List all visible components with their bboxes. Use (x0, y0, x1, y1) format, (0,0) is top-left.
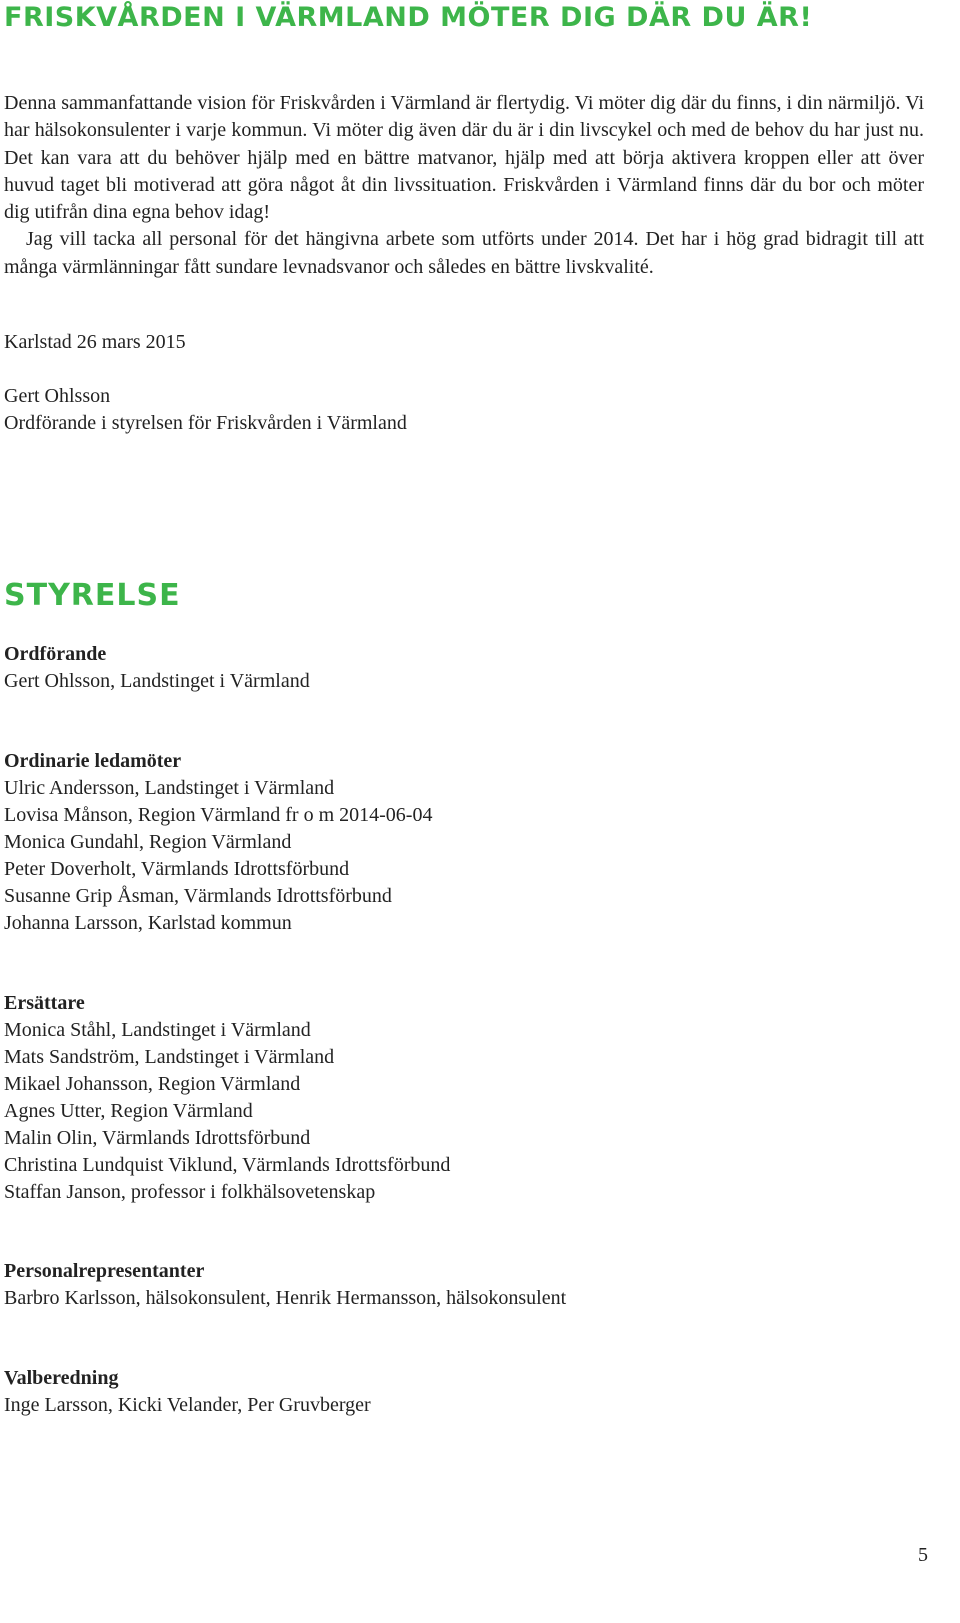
group-title: Valberedning (4, 1367, 119, 1389)
group-title: Ordinarie ledamöter (4, 750, 182, 772)
signature-date (4, 329, 186, 356)
signature-role: Ordförande i styrelsen för Friskvården i Värmland (4, 412, 407, 434)
member: Mikael Johansson, Region Värmland (4, 1073, 301, 1095)
member: Gert Ohlsson, Landstinget i Värmland (4, 670, 310, 692)
intro-paragraph: Jag vill tacka all personal för det hängivna arbete som utförts under 2014. Det har i hög grad bidragit till att många värmlänningar fått sundare levnadsvanor och således en bättre livskvalité. (4, 228, 924, 278)
member: Malin Olin, Värmlands Idrottsförbund (4, 1127, 311, 1149)
member: Monica Ståhl, Landstinget i Värmland (4, 1019, 311, 1041)
board-group-members (4, 748, 432, 937)
group-title: Ersättare (4, 992, 85, 1014)
member: Ulric Andersson, Landstinget i Värmland (4, 777, 335, 799)
member: Barbro Karlsson, hälsokonsulent, Henrik Hermansson, hälsokonsulent (4, 1287, 567, 1309)
member: Susanne Grip Åsman, Värmlands Idrottsförbund (4, 885, 392, 907)
member: Inge Larsson, Kicki Velander, Per Gruvberger (4, 1394, 371, 1416)
board-group-chair (4, 641, 310, 695)
group-title: Personalrepresentanter (4, 1260, 205, 1282)
group-title: Ordförande (4, 643, 107, 665)
member: Monica Gundahl, Region Värmland (4, 831, 292, 853)
board-group-deputies (4, 990, 450, 1206)
member: Lovisa Månson, Region Värmland fr o m 2014-06-04 (4, 804, 433, 826)
member: Mats Sandström, Landstinget i Värmland (4, 1046, 335, 1068)
member: Peter Doverholt, Värmlands Idrottsförbund (4, 858, 350, 880)
intro-text (4, 90, 924, 281)
member: Christina Lundquist Viklund, Värmlands Idrottsförbund (4, 1154, 451, 1176)
page-title: FRISKVÅRDEN I VÄRMLAND MÖTER DIG DÄR DU ÄR! (4, 2, 813, 33)
signature-name: Gert Ohlsson (4, 385, 111, 407)
member: Agnes Utter, Region Värmland (4, 1100, 253, 1122)
board-group-nomination-committee (4, 1365, 371, 1419)
intro-paragraph: Denna sammanfattande vision för Friskvården i Värmland är flertydig. Vi möter dig där du finns, i din närmiljö. Vi har hälsokonsulenter i varje kommun. Vi möter dig även där du är i din livscykel och med de behov du har just nu. Det kan vara att du behöver hjälp med en bättre matvanor, hjälp med att börja aktivera kroppen eller att över huvud taget bli motiverad att göra något åt din livssituation. Friskvården i Värmland finns där du bor och möter dig utifrån dina egna behov idag! (4, 92, 924, 224)
page-number: 5 (918, 1544, 928, 1566)
signature (4, 383, 407, 437)
place-date: Karlstad 26 mars 2015 (4, 331, 186, 353)
member: Johanna Larsson, Karlstad kommun (4, 912, 292, 934)
member: Staffan Janson, professor i folkhälsovetenskap (4, 1181, 376, 1203)
board-heading: STYRELSE (4, 578, 181, 613)
board-group-staff-representatives (4, 1258, 566, 1312)
